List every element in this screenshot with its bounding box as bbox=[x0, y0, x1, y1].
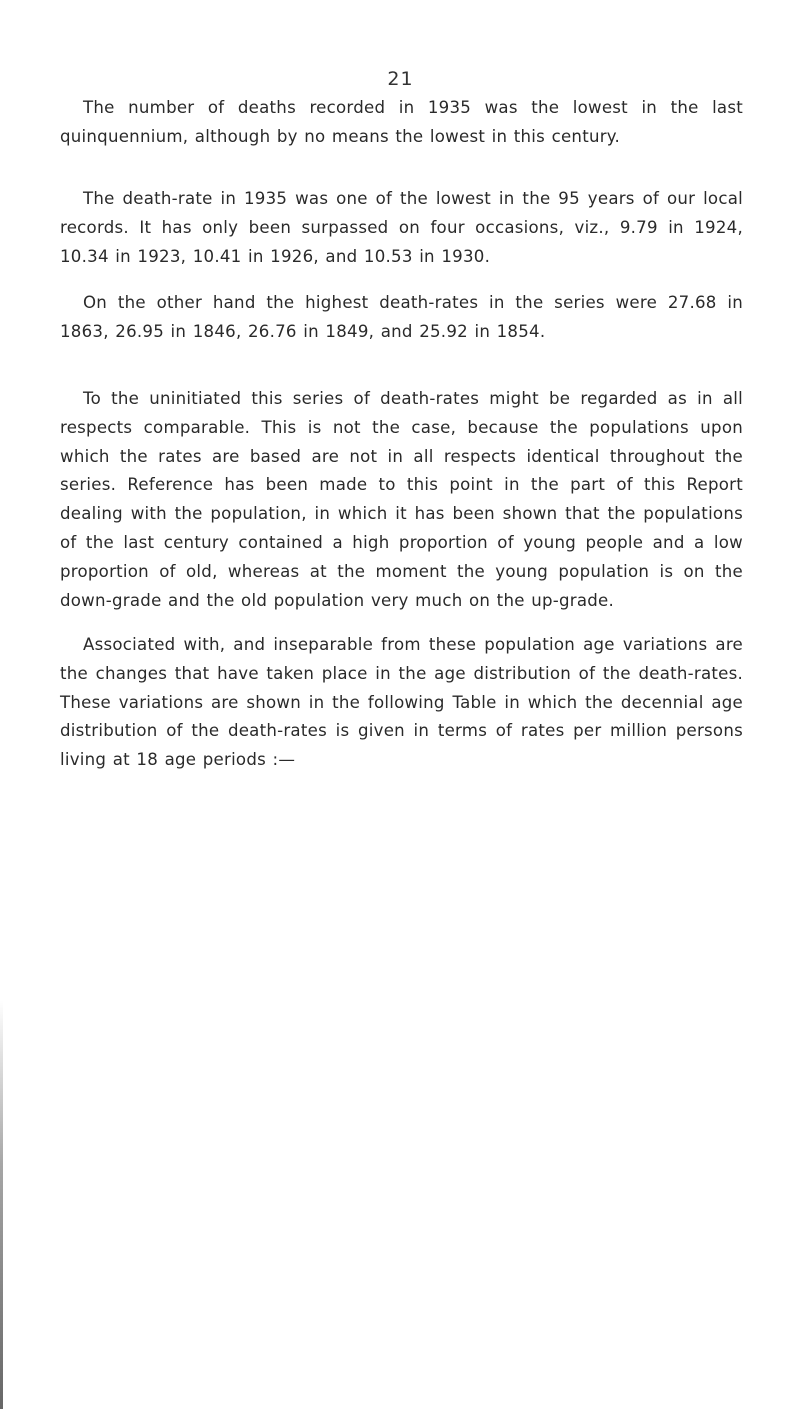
paragraph-lowest-deaths: The number of deaths recorded in 1935 was the lowest in the last quinquennium, although by no means the lowest in this century. bbox=[60, 98, 743, 146]
paragraph-population-comparability: To the uninitiated this series of death-rates might be regarded as in all respects comparable. This is not the case, because the populations upon which the rates are based are not in all respects identical throughout the series. Reference has been made to this point in the part of this Report dealing with the population, in which it has been shown that the populations of the last century contained a high proportion of young people and a low proportion of old, whereas at the moment the young population is on the down-grade and the old population very much on the up-grade. bbox=[60, 389, 743, 610]
paragraph-death-rate-1935: The death-rate in 1935 was one of the lowest in the 95 years of our local records. It has only been surpassed on four occasions, viz., 9.79 in 1924, 10.34 in 1923, 10.41 in 1926, and 10.53 in 1930. bbox=[60, 189, 743, 266]
page-number: 21 bbox=[387, 68, 414, 90]
scan-edge-shadow bbox=[0, 1000, 3, 1409]
paragraph-age-distribution: Associated with, and inseparable from these population age variations are the changes that have taken place in the age distribution of the death-rates. These variations are shown in the following Table in which the decennial age distribution of the death-rates is given in terms of rates per million persons living at 18 age periods :— bbox=[60, 635, 743, 770]
paragraph-highest-death-rates: On the other hand the highest death-rates in the series were 27.68 in 1863, 26.95 in 1846, 26.76 in 1849, and 25.92 in 1854. bbox=[60, 293, 743, 341]
